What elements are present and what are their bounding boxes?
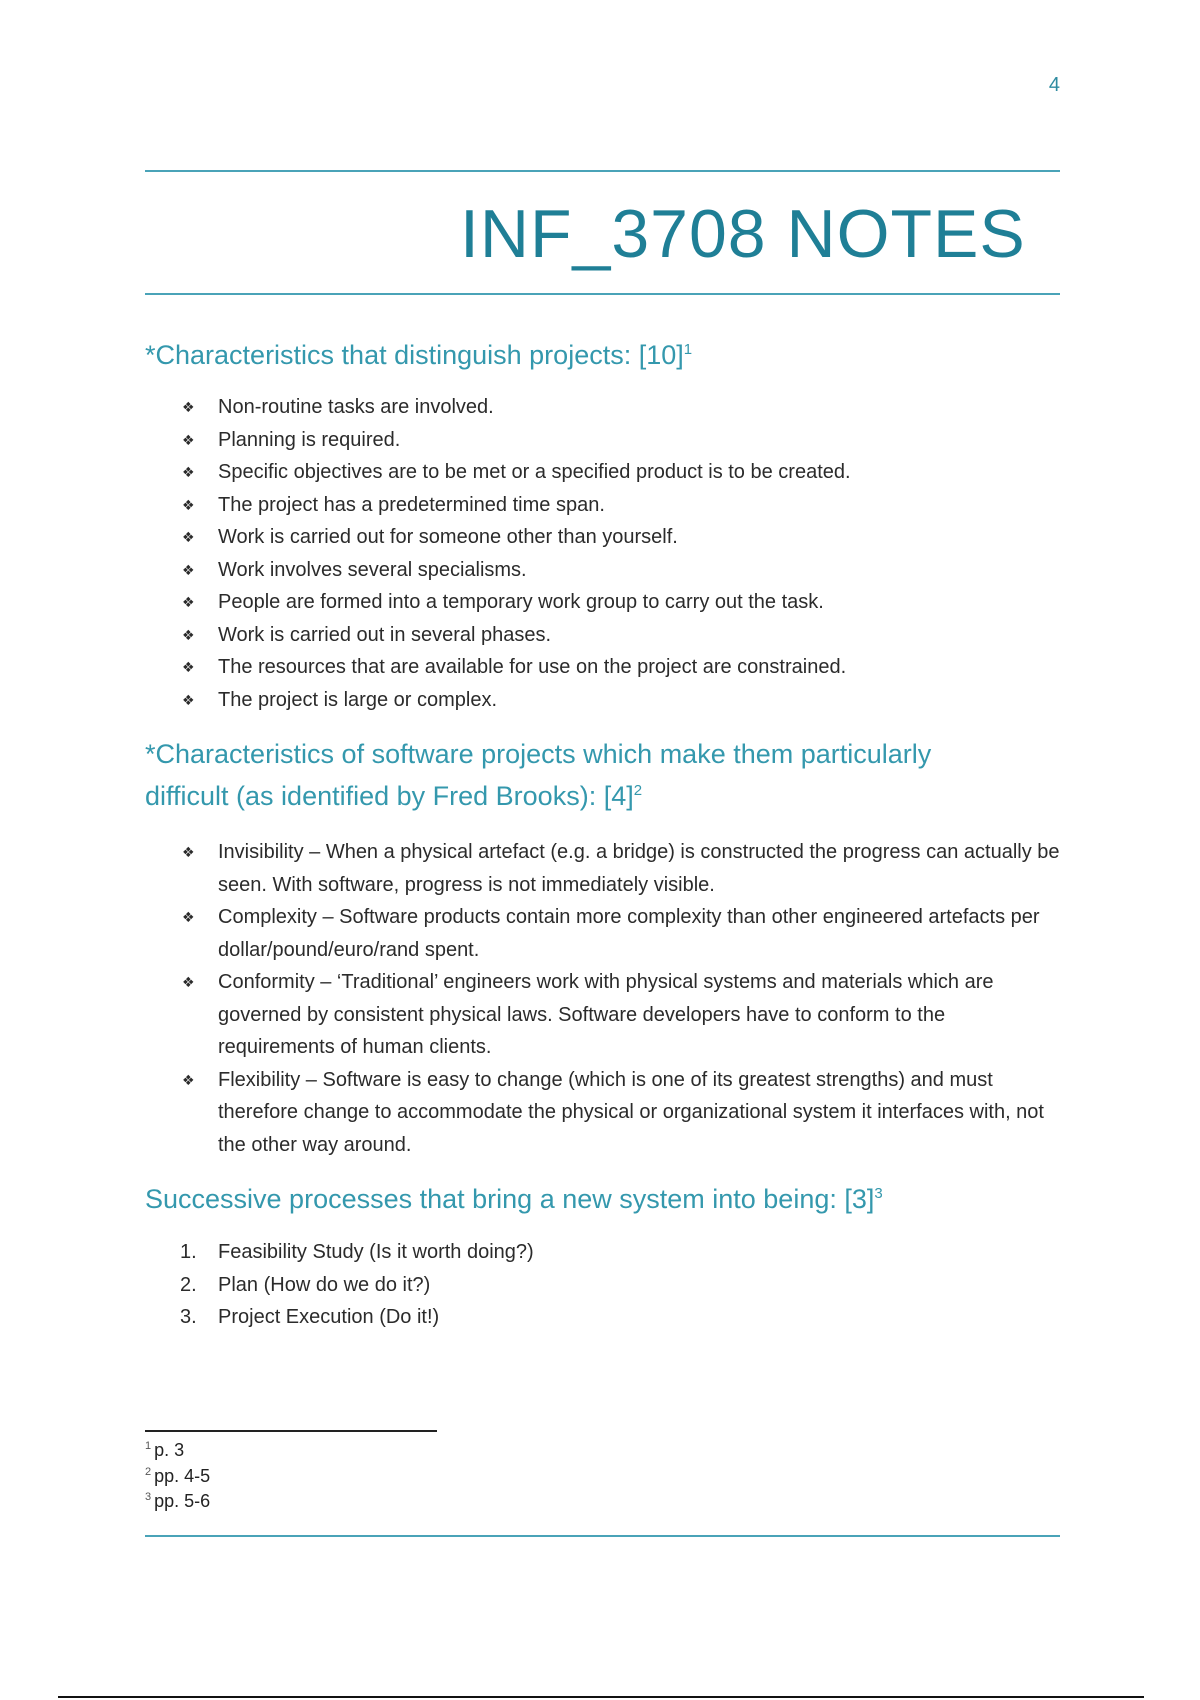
footnote-text: pp. 4-5 (154, 1465, 211, 1486)
diamond-bullet-icon: ❖ (182, 464, 195, 480)
diamond-bullet-icon: ❖ (182, 909, 195, 925)
footnote (145, 1464, 210, 1490)
list-number: 2. (180, 1273, 197, 1296)
page-edge (58, 1696, 1144, 1698)
footnote-number: 3 (145, 1491, 152, 1503)
footnote-separator (145, 1430, 437, 1432)
list-item-text: Project Execution (Do it!) (218, 1306, 440, 1328)
section-heading-line1: *Characteristics of software projects which make them particularly (145, 739, 932, 769)
list-item-text: Work is carried out in several phases. (218, 623, 552, 646)
list-item (180, 684, 1060, 717)
project-characteristics-list (180, 391, 1060, 716)
diamond-bullet-icon: ❖ (182, 496, 195, 513)
successive-processes-list (180, 1236, 1060, 1334)
footnote (145, 1438, 210, 1464)
list-number: 1. (180, 1241, 197, 1263)
footnote-ref: 3 (874, 1185, 883, 1202)
list-item (180, 1301, 1060, 1334)
section-heading-software-difficulties (145, 733, 1065, 817)
list-item-text: Work involves several specialisms. (218, 558, 527, 581)
title-bottom-rule (145, 293, 1060, 295)
diamond-bullet-icon: ❖ (182, 659, 195, 675)
list-item (180, 489, 1060, 522)
footnote (145, 1489, 210, 1515)
list-item (180, 391, 1060, 424)
list-item (180, 836, 1060, 901)
list-item (180, 1269, 1060, 1302)
list-item-text: Planning is required. (218, 428, 401, 451)
diamond-bullet-icon: ❖ (182, 626, 195, 643)
diamond-bullet-icon: ❖ (182, 974, 195, 990)
list-item (180, 1064, 1060, 1162)
diamond-bullet-icon: ❖ (182, 431, 195, 448)
footnote-text: p. 3 (154, 1440, 185, 1460)
diamond-bullet-icon: ❖ (182, 529, 195, 545)
list-item-text: People are formed into a temporary work group to carry out the task. (218, 591, 824, 613)
diamond-bullet-icon: ❖ (182, 1071, 195, 1088)
list-item (180, 619, 1060, 652)
list-item-text: Feasibility Study (Is it worth doing?) (218, 1241, 534, 1263)
list-item-text: Flexibility – Software is easy to change (which is one of its greatest strengths) and must therefore change to accommodate the physical or organizational system it interfaces with, not the other way around. (218, 1068, 1044, 1156)
list-item-text: The project has a predetermined time span. (218, 493, 605, 516)
list-item-text: Work is carried out for someone other than yourself. (218, 526, 678, 548)
footnotes (145, 1438, 210, 1515)
footnote-ref: 2 (633, 782, 643, 799)
list-item-text: Conformity – ‘Traditional’ engineers work with physical systems and materials which are governed by consistent physical laws. Software developers have to conform to the requirements of human clients. (218, 971, 994, 1058)
list-item-text: Non-routine tasks are involved. (218, 396, 494, 418)
section-heading-successive-processes (145, 1178, 1065, 1220)
section-heading-project-characteristics (145, 334, 1065, 376)
page-number: 4 (1048, 74, 1060, 96)
diamond-bullet-icon: ❖ (182, 561, 195, 578)
list-item (180, 1236, 1060, 1269)
footnote-text: pp. 5-6 (154, 1491, 211, 1511)
list-item-text: Complexity – Software products contain more complexity than other engineered artefacts per dollar/pound/euro/rand spent. (218, 906, 1040, 961)
list-item (180, 521, 1060, 554)
title-top-rule (145, 170, 1060, 172)
list-item (180, 901, 1060, 966)
footnote-number: 2 (145, 1465, 152, 1478)
list-item-text: The resources that are available for use on the project are constrained. (218, 656, 847, 678)
list-item-text: Plan (How do we do it?) (218, 1273, 431, 1296)
list-item (180, 966, 1060, 1064)
list-item (180, 554, 1060, 587)
list-item-text: Specific objectives are to be met or a specified product is to be created. (218, 461, 851, 483)
software-difficulties-list (180, 836, 1060, 1161)
document-title-text: INF_3708 NOTES (460, 196, 1026, 272)
list-item-text: Invisibility – When a physical artefact (e.g. a bridge) is constructed the progress can actually be seen. With software, progress is not immediately visible. (218, 841, 1060, 896)
document-title (145, 194, 1060, 274)
list-item-text: The project is large or complex. (218, 688, 498, 711)
footer-rule (145, 1535, 1060, 1537)
list-number: 3. (180, 1306, 197, 1328)
section-heading-text: Successive processes that bring a new system into being: [3] (145, 1184, 875, 1214)
section-heading-text: *Characteristics that distinguish projects: [10] (145, 340, 684, 370)
diamond-bullet-icon: ❖ (182, 691, 195, 708)
list-item (180, 586, 1060, 619)
footnote-ref: 1 (683, 341, 693, 358)
list-item (180, 651, 1060, 684)
list-item (180, 456, 1060, 489)
footnote-number: 1 (145, 1440, 152, 1452)
section-heading-line2: difficult (as identified by Fred Brooks): [4] (145, 781, 634, 811)
list-item (180, 424, 1060, 457)
diamond-bullet-icon: ❖ (182, 844, 195, 860)
diamond-bullet-icon: ❖ (182, 399, 195, 415)
diamond-bullet-icon: ❖ (182, 594, 195, 610)
